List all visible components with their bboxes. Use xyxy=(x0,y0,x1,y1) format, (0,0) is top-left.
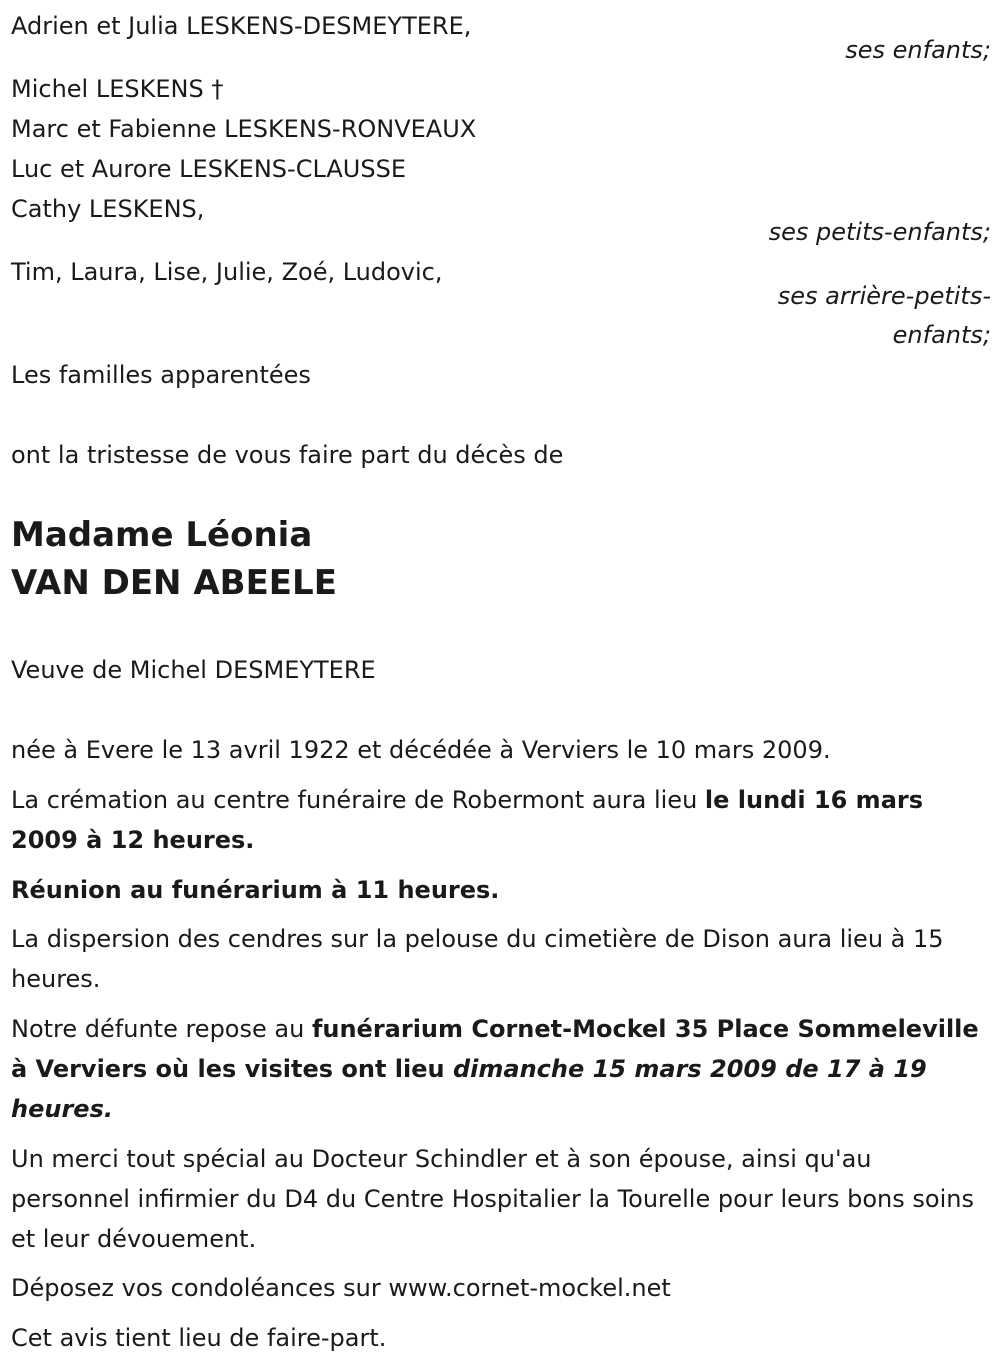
notice-paragraph: Cet avis tient lieu de faire-part. xyxy=(11,1324,387,1352)
great-grandchildren-line: Tim, Laura, Lise, Julie, Zoé, Ludovic, xyxy=(11,258,443,286)
grandchild-2: Marc et Fabienne LESKENS-RONVEAUX xyxy=(11,115,477,143)
repose-text: Notre défunte repose au xyxy=(11,1015,312,1043)
obituary-document xyxy=(11,0,991,1372)
grandchild-1-name: Michel LESKENS xyxy=(11,75,204,103)
cremation-text: La crémation au centre funéraire de Robermont aura lieu xyxy=(11,786,705,814)
cross-icon: † xyxy=(211,75,224,103)
cremation-paragraph xyxy=(11,780,991,860)
repose-paragraph xyxy=(11,1009,991,1129)
reunion-paragraph xyxy=(11,870,991,910)
announcement: ont la tristesse de vous faire part du décès de xyxy=(11,441,564,469)
dispersion-paragraph: La dispersion des cendres sur la pelouse du cimetière de Dison aura lieu à 15 heures. xyxy=(11,925,944,993)
children-line: Adrien et Julia LESKENS-DESMEYTERE, xyxy=(11,12,472,40)
deceased-last-line: VAN DEN ABEELE xyxy=(11,563,337,603)
grandchildren-role: ses petits-enfants; xyxy=(768,218,991,246)
grandchild-4: Cathy LESKENS, xyxy=(11,195,205,223)
reunion-text: Réunion au funérarium à 11 heures. xyxy=(11,876,500,904)
grandchild-3: Luc et Aurore LESKENS-CLAUSSE xyxy=(11,155,406,183)
grandchild-1 xyxy=(11,69,223,109)
deceased-first-line: Madame Léonia xyxy=(11,515,313,555)
repose-time: dimanche 15 mars 2009 de 17 à 19 heures. xyxy=(11,1055,927,1123)
great-grandchildren-role-1: ses arrière-petits- xyxy=(777,282,991,310)
birth-death: née à Evere le 13 avril 1922 et décédée à Verviers le 10 mars 2009. xyxy=(11,736,831,764)
thanks-paragraph: Un merci tout spécial au Docteur Schindler et à son épouse, ainsi qu'au personnel infirmier du D4 du Centre Hospitalier la Tourelle pour leurs bons soins et leur dévouement. xyxy=(11,1145,974,1253)
condolences-paragraph: Déposez vos condoléances sur www.cornet-mockel.net xyxy=(11,1274,671,1302)
repose-place: funérarium Cornet-Mockel 35 Place Sommeleville à Verviers où les visites ont lieu xyxy=(11,1015,979,1083)
related-families: Les familles apparentées xyxy=(11,361,311,389)
cremation-date: le lundi 16 mars 2009 à 12 heures. xyxy=(11,786,924,854)
children-role: ses enfants; xyxy=(845,36,991,64)
widow-of: Veuve de Michel DESMEYTERE xyxy=(11,656,376,684)
great-grandchildren-role-2: enfants; xyxy=(892,321,991,349)
